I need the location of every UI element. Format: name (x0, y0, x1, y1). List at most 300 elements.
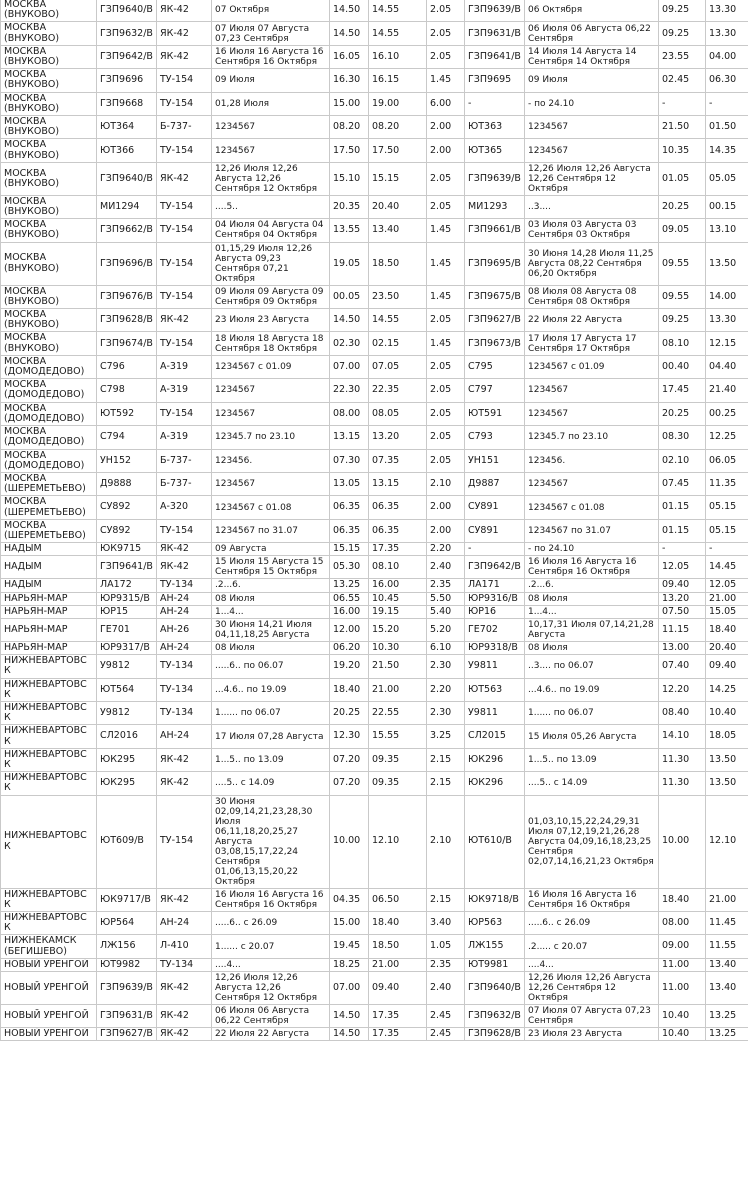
aircraft-cell: ЯК-42 (157, 162, 212, 195)
aircraft-cell: ЯК-42 (157, 0, 212, 22)
aircraft-cell: ТУ-134 (157, 701, 212, 724)
arrival-time-cell: 16.10 (369, 45, 427, 68)
city-cell: МОСКВА (ДОМОДЕДОВО) (1, 355, 97, 378)
departure-time-cell: 13.55 (330, 219, 369, 242)
return-days-cell: 123456. (525, 449, 659, 472)
return-arrival-cell: 12.10 (706, 795, 748, 888)
arrival-time-cell: 22.35 (369, 379, 427, 402)
arrival-time-cell: 16.00 (369, 579, 427, 592)
return-days-cell: 1234567 (525, 139, 659, 162)
return-arrival-cell: 13.40 (706, 972, 748, 1005)
aircraft-cell: ТУ-134 (157, 958, 212, 971)
duration-cell: 2.45 (427, 1005, 465, 1028)
return-flight-number-cell: ЮТ591 (465, 402, 525, 425)
return-flight-number-cell: С793 (465, 426, 525, 449)
days-cell: 01,28 Июля (212, 92, 330, 115)
return-arrival-cell: - (706, 543, 748, 556)
arrival-time-cell: 13.20 (369, 426, 427, 449)
flight-number-cell: ЮР15 (97, 605, 157, 618)
return-days-cell: 01,03,10,15,22,24,29,31 Июля 07,12,19,21,26,28 Августа 04,09,16,18,23,25 Сентября 02,07,14,16,21,23 Октября (525, 795, 659, 888)
return-departure-cell: 11.00 (659, 958, 706, 971)
flight-number-cell: С794 (97, 426, 157, 449)
duration-cell: 2.05 (427, 162, 465, 195)
return-flight-number-cell: ГЗП9661/В (465, 219, 525, 242)
departure-time-cell: 10.00 (330, 795, 369, 888)
flight-number-cell: ЮК295 (97, 772, 157, 795)
days-cell: 04 Июля 04 Августа 04 Сентября 04 Октября (212, 219, 330, 242)
return-departure-cell: 11.30 (659, 748, 706, 771)
arrival-time-cell: 21.00 (369, 958, 427, 971)
departure-time-cell: 15.00 (330, 911, 369, 934)
return-arrival-cell: 05.05 (706, 162, 748, 195)
return-arrival-cell: 04.40 (706, 355, 748, 378)
return-flight-number-cell: СУ891 (465, 519, 525, 542)
return-days-cell: 16 Июля 16 Августа 16 Сентября 16 Октября (525, 556, 659, 579)
days-cell: .....6.. с 26.09 (212, 911, 330, 934)
return-days-cell: 1...5.. по 13.09 (525, 748, 659, 771)
return-flight-number-cell: - (465, 543, 525, 556)
city-cell: МОСКВА (ВНУКОВО) (1, 0, 97, 22)
arrival-time-cell: 10.45 (369, 592, 427, 605)
flight-number-cell: ГЗП9662/В (97, 219, 157, 242)
table-row (1, 69, 748, 92)
departure-time-cell: 14.50 (330, 1005, 369, 1028)
return-days-cell: .2...6. (525, 579, 659, 592)
city-cell: МОСКВА (ДОМОДЕДОВО) (1, 426, 97, 449)
return-days-cell: ...4.6.. по 19.09 (525, 678, 659, 701)
flight-number-cell: Д9888 (97, 472, 157, 495)
return-flight-number-cell: ГЗП9639/В (465, 162, 525, 195)
return-arrival-cell: 11.55 (706, 935, 748, 958)
duration-cell: 2.20 (427, 678, 465, 701)
days-cell: 1234567 с 01.08 (212, 496, 330, 519)
days-cell: 1234567 (212, 116, 330, 139)
city-cell: МОСКВА (ВНУКОВО) (1, 22, 97, 45)
return-flight-number-cell: С795 (465, 355, 525, 378)
duration-cell: 2.05 (427, 0, 465, 22)
return-days-cell: ....5.. с 14.09 (525, 772, 659, 795)
return-flight-number-cell: ГЗП9695/В (465, 242, 525, 285)
departure-time-cell: 18.40 (330, 678, 369, 701)
city-cell: НАДЫМ (1, 579, 97, 592)
days-cell: 08 Июля (212, 592, 330, 605)
aircraft-cell: АН-24 (157, 725, 212, 748)
table-row (1, 285, 748, 308)
return-departure-cell: 09.25 (659, 309, 706, 332)
arrival-time-cell: 17.35 (369, 543, 427, 556)
return-departure-cell: 01.15 (659, 496, 706, 519)
table-row (1, 592, 748, 605)
flight-number-cell: ЮК9717/В (97, 888, 157, 911)
aircraft-cell: ЯК-42 (157, 1005, 212, 1028)
city-cell: НИЖНЕВАРТОВСК (1, 725, 97, 748)
aircraft-cell: ЯК-42 (157, 556, 212, 579)
days-cell: 16 Июля 16 Августа 16 Сентября 16 Октября (212, 45, 330, 68)
aircraft-cell: ЯК-42 (157, 972, 212, 1005)
table-row (1, 472, 748, 495)
duration-cell: 1.05 (427, 935, 465, 958)
departure-time-cell: 05.30 (330, 556, 369, 579)
return-flight-number-cell: СЛ2015 (465, 725, 525, 748)
table-row (1, 605, 748, 618)
city-cell: МОСКВА (ВНУКОВО) (1, 242, 97, 285)
return-departure-cell: 01.05 (659, 162, 706, 195)
days-cell: ....4... (212, 958, 330, 971)
return-days-cell: - по 24.10 (525, 543, 659, 556)
return-flight-number-cell: ЮР16 (465, 605, 525, 618)
city-cell: НИЖНЕВАРТОВСК (1, 795, 97, 888)
flight-number-cell: ГЗП9639/В (97, 972, 157, 1005)
return-departure-cell: 02.10 (659, 449, 706, 472)
return-flight-number-cell: ЮК296 (465, 748, 525, 771)
city-cell: МОСКВА (ВНУКОВО) (1, 219, 97, 242)
departure-time-cell: 14.50 (330, 0, 369, 22)
days-cell: 1...4... (212, 605, 330, 618)
return-departure-cell: 10.35 (659, 139, 706, 162)
return-arrival-cell: 06.30 (706, 69, 748, 92)
return-arrival-cell: 18.40 (706, 618, 748, 641)
aircraft-cell: А-319 (157, 426, 212, 449)
return-arrival-cell: 13.25 (706, 1028, 748, 1041)
table-row (1, 888, 748, 911)
return-flight-number-cell: С797 (465, 379, 525, 402)
city-cell: МОСКВА (ШЕРЕМЕТЬЕВО) (1, 496, 97, 519)
table-row (1, 22, 748, 45)
return-arrival-cell: 13.50 (706, 242, 748, 285)
flight-number-cell: ЮТ9982 (97, 958, 157, 971)
arrival-time-cell: 19.15 (369, 605, 427, 618)
arrival-time-cell: 08.05 (369, 402, 427, 425)
days-cell: 1234567 (212, 472, 330, 495)
days-cell: 1...... с 20.07 (212, 935, 330, 958)
flight-number-cell: СЛ2016 (97, 725, 157, 748)
arrival-time-cell: 23.50 (369, 285, 427, 308)
return-arrival-cell: 13.30 (706, 22, 748, 45)
days-cell: 07 Октября (212, 0, 330, 22)
aircraft-cell: ТУ-154 (157, 69, 212, 92)
flight-number-cell: ЮТ609/В (97, 795, 157, 888)
return-flight-number-cell: ГЕ702 (465, 618, 525, 641)
departure-time-cell: 12.30 (330, 725, 369, 748)
return-departure-cell: 09.00 (659, 935, 706, 958)
departure-time-cell: 12.00 (330, 618, 369, 641)
city-cell: МОСКВА (ВНУКОВО) (1, 195, 97, 218)
flight-number-cell: ЮТ366 (97, 139, 157, 162)
days-cell: 1...... по 06.07 (212, 701, 330, 724)
return-days-cell: 1234567 с 01.08 (525, 496, 659, 519)
return-departure-cell: 10.40 (659, 1028, 706, 1041)
return-arrival-cell: 21.40 (706, 379, 748, 402)
return-days-cell: ..3.... по 06.07 (525, 655, 659, 678)
aircraft-cell: ЯК-42 (157, 22, 212, 45)
departure-time-cell: 14.50 (330, 309, 369, 332)
arrival-time-cell: 21.00 (369, 678, 427, 701)
table-row (1, 543, 748, 556)
return-flight-number-cell: ГЗП9673/В (465, 332, 525, 355)
city-cell: НОВЫЙ УРЕНГОЙ (1, 972, 97, 1005)
return-departure-cell: - (659, 92, 706, 115)
days-cell: 30 Июня 14,21 Июля 04,11,18,25 Августа (212, 618, 330, 641)
duration-cell: 2.05 (427, 402, 465, 425)
city-cell: МОСКВА (ВНУКОВО) (1, 116, 97, 139)
return-arrival-cell: 20.40 (706, 641, 748, 654)
flight-number-cell: МИ1294 (97, 195, 157, 218)
flight-number-cell: ЮК9715 (97, 543, 157, 556)
aircraft-cell: АН-24 (157, 605, 212, 618)
duration-cell: 2.10 (427, 472, 465, 495)
return-arrival-cell: - (706, 92, 748, 115)
days-cell: 12345.7 по 23.10 (212, 426, 330, 449)
days-cell: 08 Июля (212, 641, 330, 654)
duration-cell: 2.05 (427, 309, 465, 332)
return-flight-number-cell: ЮТ363 (465, 116, 525, 139)
return-arrival-cell: 00.15 (706, 195, 748, 218)
table-row (1, 45, 748, 68)
aircraft-cell: ЯК-42 (157, 543, 212, 556)
return-departure-cell: 09.25 (659, 22, 706, 45)
arrival-time-cell: 19.00 (369, 92, 427, 115)
duration-cell: 2.00 (427, 139, 465, 162)
duration-cell: 5.50 (427, 592, 465, 605)
return-departure-cell: 02.45 (659, 69, 706, 92)
return-departure-cell: 23.55 (659, 45, 706, 68)
departure-time-cell: 08.20 (330, 116, 369, 139)
duration-cell: 2.35 (427, 958, 465, 971)
departure-time-cell: 20.35 (330, 195, 369, 218)
city-cell: НИЖНЕВАРТОВСК (1, 748, 97, 771)
departure-time-cell: 07.20 (330, 772, 369, 795)
aircraft-cell: Б-737- (157, 472, 212, 495)
table-row (1, 911, 748, 934)
return-flight-number-cell: ЛА171 (465, 579, 525, 592)
return-departure-cell: 13.20 (659, 592, 706, 605)
arrival-time-cell: 20.40 (369, 195, 427, 218)
return-departure-cell: 08.10 (659, 332, 706, 355)
arrival-time-cell: 21.50 (369, 655, 427, 678)
city-cell: НАДЫМ (1, 556, 97, 579)
duration-cell: 6.00 (427, 92, 465, 115)
duration-cell: 5.20 (427, 618, 465, 641)
flight-number-cell: ЛА172 (97, 579, 157, 592)
city-cell: МОСКВА (ВНУКОВО) (1, 139, 97, 162)
duration-cell: 2.15 (427, 748, 465, 771)
duration-cell: 2.00 (427, 519, 465, 542)
aircraft-cell: ТУ-134 (157, 678, 212, 701)
schedule-rows (1, 0, 748, 1041)
return-days-cell: 10,17,31 Июля 07,14,21,28 Августа (525, 618, 659, 641)
departure-time-cell: 13.05 (330, 472, 369, 495)
table-row (1, 426, 748, 449)
departure-time-cell: 04.35 (330, 888, 369, 911)
arrival-time-cell: 14.55 (369, 309, 427, 332)
arrival-time-cell: 18.40 (369, 911, 427, 934)
aircraft-cell: ТУ-154 (157, 195, 212, 218)
duration-cell: 2.05 (427, 355, 465, 378)
return-departure-cell: 10.00 (659, 795, 706, 888)
city-cell: НОВЫЙ УРЕНГОЙ (1, 1005, 97, 1028)
return-arrival-cell: 13.30 (706, 309, 748, 332)
table-row (1, 92, 748, 115)
table-row (1, 449, 748, 472)
table-row (1, 242, 748, 285)
return-days-cell: 1234567 (525, 116, 659, 139)
return-departure-cell: 14.10 (659, 725, 706, 748)
return-flight-number-cell: ГЗП9627/В (465, 309, 525, 332)
return-flight-number-cell: ГЗП9639/В (465, 0, 525, 22)
days-cell: 15 Июля 15 Августа 15 Сентября 15 Октября (212, 556, 330, 579)
table-row (1, 556, 748, 579)
return-days-cell: .2..... с 20.07 (525, 935, 659, 958)
duration-cell: 2.05 (427, 426, 465, 449)
return-days-cell: - по 24.10 (525, 92, 659, 115)
departure-time-cell: 13.25 (330, 579, 369, 592)
table-row (1, 678, 748, 701)
days-cell: .....6.. по 06.07 (212, 655, 330, 678)
return-flight-number-cell: ЮТ563 (465, 678, 525, 701)
table-row (1, 379, 748, 402)
table-row (1, 162, 748, 195)
return-departure-cell: 11.00 (659, 972, 706, 1005)
flight-number-cell: ГЗП9696 (97, 69, 157, 92)
days-cell: 09 Августа (212, 543, 330, 556)
days-cell: 123456. (212, 449, 330, 472)
return-flight-number-cell: - (465, 92, 525, 115)
return-days-cell: 16 Июля 16 Августа 16 Сентября 16 Октября (525, 888, 659, 911)
return-arrival-cell: 13.50 (706, 772, 748, 795)
arrival-time-cell: 13.15 (369, 472, 427, 495)
table-row (1, 519, 748, 542)
duration-cell: 5.40 (427, 605, 465, 618)
departure-time-cell: 06.35 (330, 496, 369, 519)
duration-cell: 2.05 (427, 22, 465, 45)
table-row (1, 309, 748, 332)
return-departure-cell: 08.40 (659, 701, 706, 724)
city-cell: НОВЫЙ УРЕНГОЙ (1, 958, 97, 971)
return-flight-number-cell: ЛЖ155 (465, 935, 525, 958)
return-arrival-cell: 12.05 (706, 579, 748, 592)
flight-number-cell: ГЗП9676/В (97, 285, 157, 308)
return-flight-number-cell: ЮК296 (465, 772, 525, 795)
arrival-time-cell: 06.50 (369, 888, 427, 911)
city-cell: НИЖНЕВАРТОВСК (1, 655, 97, 678)
return-days-cell: 08 Июля (525, 641, 659, 654)
return-flight-number-cell: СУ891 (465, 496, 525, 519)
arrival-time-cell: 15.20 (369, 618, 427, 641)
return-arrival-cell: 00.25 (706, 402, 748, 425)
arrival-time-cell: 17.35 (369, 1005, 427, 1028)
arrival-time-cell: 17.35 (369, 1028, 427, 1041)
arrival-time-cell: 07.05 (369, 355, 427, 378)
days-cell: 1234567 (212, 379, 330, 402)
arrival-time-cell: 16.15 (369, 69, 427, 92)
return-days-cell: 30 Июня 14,28 Июля 11,25 Августа 08,22 Сентября 06,20 Октября (525, 242, 659, 285)
arrival-time-cell: 17.50 (369, 139, 427, 162)
return-departure-cell: 09.55 (659, 242, 706, 285)
return-flight-number-cell: ЮР9316/В (465, 592, 525, 605)
departure-time-cell: 00.05 (330, 285, 369, 308)
table-row (1, 0, 748, 22)
table-row (1, 139, 748, 162)
return-arrival-cell: 11.35 (706, 472, 748, 495)
return-days-cell: 06 Июля 06 Августа 06,22 Сентября (525, 22, 659, 45)
table-row (1, 935, 748, 958)
duration-cell: 2.40 (427, 556, 465, 579)
table-row (1, 618, 748, 641)
return-flight-number-cell: ГЗП9642/В (465, 556, 525, 579)
flight-number-cell: С798 (97, 379, 157, 402)
return-flight-number-cell: УН151 (465, 449, 525, 472)
aircraft-cell: ЯК-42 (157, 309, 212, 332)
days-cell: 18 Июля 18 Августа 18 Сентября 18 Октября (212, 332, 330, 355)
table-row (1, 1005, 748, 1028)
aircraft-cell: АН-24 (157, 592, 212, 605)
flight-number-cell: УН152 (97, 449, 157, 472)
table-row (1, 402, 748, 425)
return-days-cell: 03 Июля 03 Августа 03 Сентября 03 Октября (525, 219, 659, 242)
return-departure-cell: 00.40 (659, 355, 706, 378)
duration-cell: 2.15 (427, 888, 465, 911)
days-cell: 30 Июня 02,09,14,21,23,28,30 Июля 06,11,18,20,25,27 Августа 03,08,15,17,22,24 Сентября 01,06,13,15,20,22 Октября (212, 795, 330, 888)
return-arrival-cell: 13.25 (706, 1005, 748, 1028)
arrival-time-cell: 12.10 (369, 795, 427, 888)
return-arrival-cell: 13.50 (706, 748, 748, 771)
return-departure-cell: 09.40 (659, 579, 706, 592)
city-cell: НАРЬЯН-МАР (1, 605, 97, 618)
aircraft-cell: ТУ-154 (157, 92, 212, 115)
return-days-cell: 12,26 Июля 12,26 Августа 12,26 Сентября 12 Октября (525, 162, 659, 195)
return-arrival-cell: 21.00 (706, 592, 748, 605)
duration-cell: 1.45 (427, 332, 465, 355)
aircraft-cell: АН-24 (157, 911, 212, 934)
flight-number-cell: ЮР9317/В (97, 641, 157, 654)
departure-time-cell: 18.25 (330, 958, 369, 971)
return-days-cell: 07 Июля 07 Августа 07,23 Сентября (525, 1005, 659, 1028)
return-arrival-cell: 14.00 (706, 285, 748, 308)
days-cell: 1234567 (212, 402, 330, 425)
days-cell: 09 Июля 09 Августа 09 Сентября 09 Октября (212, 285, 330, 308)
aircraft-cell: Б-737- (157, 116, 212, 139)
table-row (1, 641, 748, 654)
return-arrival-cell: 04.00 (706, 45, 748, 68)
aircraft-cell: Б-737- (157, 449, 212, 472)
city-cell: МОСКВА (ВНУКОВО) (1, 69, 97, 92)
return-arrival-cell: 12.25 (706, 426, 748, 449)
days-cell: 07 Июля 07 Августа 07,23 Сентября (212, 22, 330, 45)
table-row (1, 579, 748, 592)
days-cell: 12,26 Июля 12,26 Августа 12,26 Сентября 12 Октября (212, 972, 330, 1005)
table-row (1, 795, 748, 888)
return-departure-cell: 21.50 (659, 116, 706, 139)
return-arrival-cell: 15.05 (706, 605, 748, 618)
return-days-cell: 06 Октября (525, 0, 659, 22)
flight-number-cell: ЮТ592 (97, 402, 157, 425)
return-departure-cell: 12.20 (659, 678, 706, 701)
return-flight-number-cell: ГЗП9631/В (465, 22, 525, 45)
return-flight-number-cell: ГЗП9695 (465, 69, 525, 92)
departure-time-cell: 15.10 (330, 162, 369, 195)
return-days-cell: 1234567 (525, 379, 659, 402)
city-cell: МОСКВА (ДОМОДЕДОВО) (1, 379, 97, 402)
flight-number-cell: У9812 (97, 655, 157, 678)
return-days-cell: 1...... по 06.07 (525, 701, 659, 724)
days-cell: 1...5.. по 13.09 (212, 748, 330, 771)
arrival-time-cell: 15.55 (369, 725, 427, 748)
return-flight-number-cell: У9811 (465, 701, 525, 724)
city-cell: НИЖНЕВАРТОВСК (1, 772, 97, 795)
return-departure-cell: 11.15 (659, 618, 706, 641)
departure-time-cell: 15.00 (330, 92, 369, 115)
departure-time-cell: 16.30 (330, 69, 369, 92)
